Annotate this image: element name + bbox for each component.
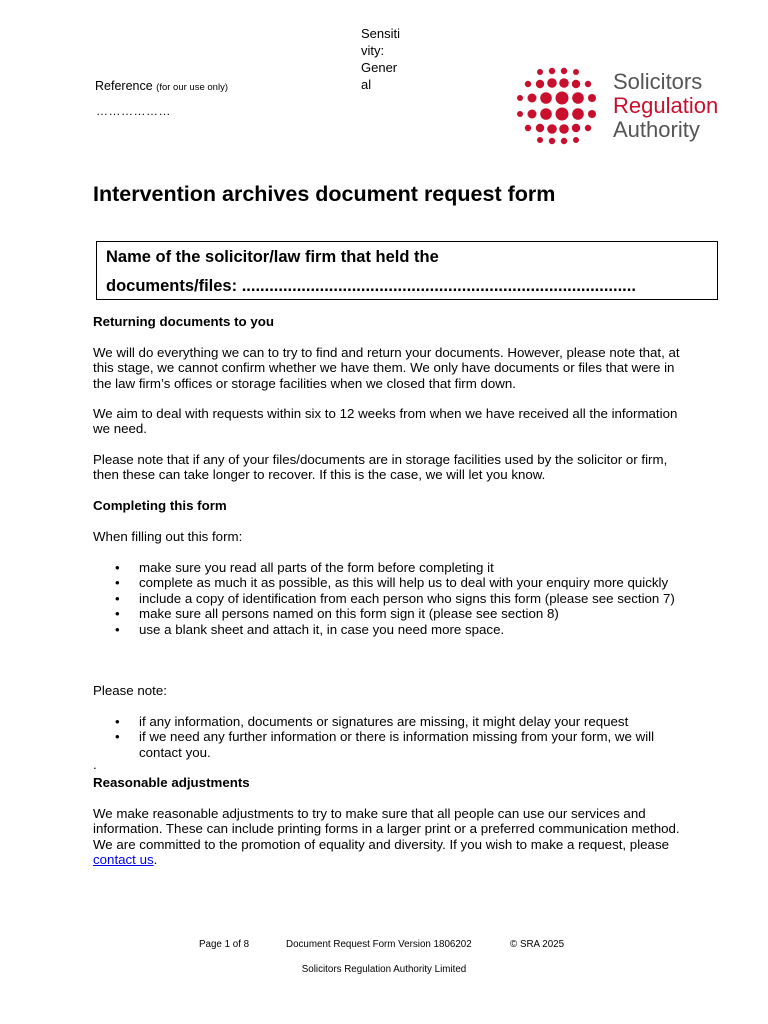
adjustments-text: We make reasonable adjustments to try to make sure that all people can use our services and information. These can include printing forms in a larger print or a preferred communication method. We are committed to the promotion of equality and diversity. If you wish to make a request, please: [93, 806, 680, 852]
returning-heading: Returning documents to you: [93, 314, 274, 329]
list-item-text: complete as much it as possible, as this will help us to deal with your enquiry more quickly: [139, 575, 669, 591]
list-item: [93, 591, 683, 606]
sra-dots-emblem: [512, 64, 604, 148]
bullet-icon: •: [115, 606, 120, 622]
list-item-text: make sure you read all parts of the form before completing it: [139, 560, 494, 575]
logo-line-solicitors: Solicitors: [613, 69, 703, 94]
list-item-text: make sure all persons named on this form sign it (please see section 8): [139, 606, 559, 622]
bullet-icon: •: [115, 621, 120, 637]
list-item: [93, 714, 683, 729]
bullet-icon: •: [115, 714, 120, 729]
footer-company: Solicitors Regulation Authority Limited: [301, 964, 467, 975]
adjustments-paragraph: [93, 806, 683, 868]
namebox-field: documents/files: ......................................................................................: [106, 277, 636, 295]
adjustments-end: .: [153, 852, 158, 868]
list-item-text: use a blank sheet and attach it, in case you need more space.: [139, 621, 505, 637]
completing-bullet-list: [93, 560, 683, 637]
sensitivity-line: al: [361, 77, 372, 92]
list-item: [93, 622, 683, 637]
sensitivity-line: Sensiti: [361, 26, 401, 41]
list-item: [93, 729, 683, 760]
solicitor-name-box[interactable]: [96, 241, 718, 300]
reference-label: Reference: [95, 79, 153, 93]
namebox-label: Name of the solicitor/law firm that held the: [106, 248, 439, 266]
logo-line-regulation: Regulation: [613, 93, 719, 118]
footer-page-number: Page 1 of 8: [199, 939, 250, 950]
stray-dot: .: [93, 757, 97, 772]
bullet-icon: •: [115, 575, 120, 591]
list-item: [93, 575, 683, 590]
bullet-icon: •: [115, 729, 120, 745]
reference-field: [95, 79, 228, 93]
completing-intro: When filling out this form:: [93, 529, 243, 544]
list-item-text: if any information, documents or signatures are missing, it might delay your request: [139, 714, 629, 729]
footer-version: Document Request Form Version 1806202: [286, 939, 472, 950]
reference-note: (for our use only): [156, 82, 228, 93]
note-bullet-list: [93, 714, 683, 760]
bullet-icon: •: [115, 560, 120, 575]
sensitivity-line: vity:: [361, 43, 385, 58]
returning-paragraph-1: We will do everything we can to try to find and return your documents. However, please note that, at this stage, we cannot confirm whether we have them. We only have documents or files that were in the law firm’s offices or storage facilities when we closed that firm down.: [93, 345, 680, 391]
bullet-icon: •: [115, 590, 120, 606]
sensitivity-label: [361, 25, 409, 93]
sra-logo-text: [613, 70, 718, 142]
reference-dots: ………………: [96, 104, 171, 118]
sensitivity-line: Gener: [361, 60, 398, 75]
adjustments-heading: Reasonable adjustments: [93, 775, 250, 790]
contact-us-link[interactable]: contact us: [93, 852, 154, 868]
sra-logo: [512, 64, 727, 148]
list-item: [93, 606, 683, 621]
returning-paragraph-3: Please note that if any of your files/documents are in storage facilities used by the solicitor or firm, then these can take longer to recover. If this is the case, we will let you know.: [93, 452, 668, 483]
list-item: [93, 560, 683, 575]
page-title: Intervention archives document request form: [93, 182, 556, 206]
please-note-label: Please note:: [93, 683, 167, 698]
footer-copyright: © SRA 2025: [510, 939, 565, 950]
list-item-text: include a copy of identification from each person who signs this form (please see section 7): [139, 590, 675, 606]
list-item-text: if we need any further information or there is information missing from your form, we will contact you.: [139, 729, 655, 760]
completing-heading: Completing this form: [93, 498, 227, 513]
logo-line-authority: Authority: [613, 117, 700, 142]
returning-paragraph-2: We aim to deal with requests within six to 12 weeks from when we have received all the information we need.: [93, 406, 678, 437]
